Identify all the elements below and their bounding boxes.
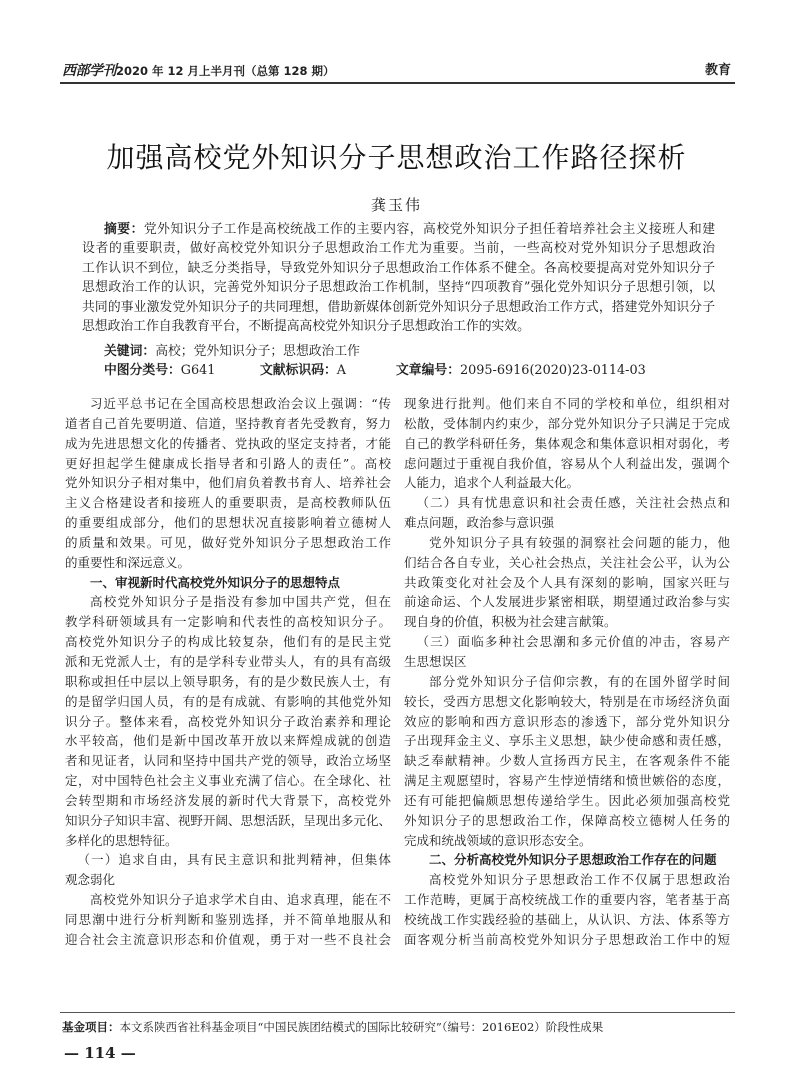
text-line: 高校党外知识分子是指没有参加中国共产党，但在 bbox=[90, 594, 391, 610]
text-line: 水平较高，他们是新中国改革开放以来辉煌成就的创造 bbox=[65, 733, 391, 749]
subsection-heading bbox=[404, 632, 730, 672]
text-line: 生思想误区 bbox=[404, 653, 467, 669]
paragraph bbox=[404, 533, 730, 632]
paragraph bbox=[404, 870, 730, 949]
text-line: 面客观分析当前高校党外知识分子思想政治工作中的短 bbox=[404, 931, 730, 947]
text-line: 缺乏奉献精神。少数人宣扬西方民主，在客观条件不能 bbox=[404, 753, 730, 769]
text-line: 虑问题过于重视自我价值，容易从个人利益出发，强调个 bbox=[404, 455, 730, 471]
text-line: 道者自己首先要明道、信道，坚持教育者先受教育，努力 bbox=[65, 415, 391, 431]
article-title: 加强高校党外知识分子思想政治工作路径探析 bbox=[106, 141, 687, 174]
text-line: 习近平总书记在全国高校思想政治会议上强调：“传 bbox=[90, 396, 391, 411]
text-line: 主义合格建设者和接班人的重要职责，是高校教师队伍 bbox=[65, 495, 391, 511]
classification-info bbox=[0, 361, 793, 380]
text-line: 前途命运、个人发展进步紧密相联，期望通过政治参与实 bbox=[404, 594, 730, 610]
clc-value: G641 bbox=[180, 363, 216, 378]
text-line: 自己的教学科研任务，集体观念和集体意识相对弱化，考 bbox=[404, 435, 730, 451]
body-column-right bbox=[404, 394, 730, 950]
paragraph bbox=[65, 592, 391, 850]
article-value: 2095-6916(2020)23-0114-03 bbox=[459, 363, 646, 378]
text-line: 党外知识分子具有较强的洞察社会问题的能力，他 bbox=[429, 534, 730, 550]
abstract-text: 党外知识分子工作是高校统战工作的主要内容，高校党外知识分子担任着培养社会主义接班人和建 bbox=[143, 222, 716, 237]
abstract bbox=[82, 220, 715, 336]
text-line: 者和见证者，认同和坚持中国共产党的领导，政治立场坚 bbox=[65, 753, 391, 769]
text-line: 子出现拜金主义、享乐主义思想，缺少使命感和责任感， bbox=[404, 733, 730, 749]
document-code bbox=[260, 361, 346, 380]
text-line: 部分党外知识分子信仰宗教，有的在国外留学时间 bbox=[429, 673, 730, 689]
abstract-line: 设者的重要职责，做好高校党外知识分子思想政治工作尤为重要。当前，一些高校对党外知识分子思想政治 bbox=[82, 241, 715, 257]
footnote-label: 基金项目： bbox=[62, 1020, 120, 1034]
text-line: 高校党外知识分子思想政治工作不仅属于思想政治 bbox=[429, 872, 730, 888]
text-line: 现象进行批判。他们来自不同的学校和单位，组织相对 bbox=[404, 396, 730, 411]
section-label: 教育 bbox=[704, 63, 731, 78]
abstract-line: 思想政治工作的认识，完善党外知识分子思想政治工作机制，坚持“四项教育”强化党外知识分子思想引领，以 bbox=[82, 280, 715, 296]
paragraph bbox=[404, 672, 730, 851]
text-line: 们结合各自专业，关心社会热点，关注社会公平，认为公 bbox=[404, 554, 730, 570]
text-line: 观念弱化 bbox=[65, 872, 116, 888]
text-line: 高校党外知识分子的构成比较复杂，他们有的是民主党 bbox=[65, 634, 391, 650]
text-line: 的重要性和深远意义。 bbox=[65, 554, 191, 570]
body-column-left bbox=[65, 394, 391, 950]
author: 龚玉伟 bbox=[370, 196, 422, 214]
keywords bbox=[104, 342, 360, 361]
text-line: 效应的影响和西方意识形态的渗透下，部分党外知识分 bbox=[404, 713, 730, 729]
footnote-rule bbox=[60, 1012, 735, 1013]
text-line: 迎合社会主流意识形态和价值观，勇于对一些不良社会 bbox=[65, 931, 391, 947]
text-line: 工作范畴，更属于高校统战工作的重要内容，笔者基于高 bbox=[404, 892, 730, 908]
text-line: （二）具有忧患意识和社会责任感，关注社会热点和 bbox=[416, 495, 730, 511]
keywords-text: 高校；党外知识分子；思想政治工作 bbox=[155, 344, 360, 359]
paragraph bbox=[65, 394, 391, 573]
abstract-line bbox=[82, 220, 715, 239]
text-line: 较长，受西方思想文化影响较大，特别是在市场经济负面 bbox=[404, 693, 730, 709]
section-heading bbox=[65, 573, 391, 593]
text-line: 人能力，追求个人利益最大化。 bbox=[404, 475, 580, 491]
footnote-text: 本文系陕西省社科基金项目“中国民族团结模式的国际比较研究”（编号：2016E02）阶段性成果 bbox=[119, 1020, 604, 1034]
abstract-line: 工作认识不到位，缺乏分类指导，导致党外知识分子思想政治工作体系不健全。各高校要提高对党外知识分子 bbox=[82, 260, 715, 276]
text-line: 定，对中国特色社会主义事业充满了信心。在全球化、社 bbox=[65, 773, 391, 789]
text-line: 外知识分子的思想政治工作，保障高校立德树人任务的 bbox=[404, 812, 730, 828]
text-line: 二、分析高校党外知识分子思想政治工作存在的问题 bbox=[429, 852, 717, 868]
text-line: 党外知识分子相对集中，他们肩负着教书育人、培养社会 bbox=[65, 475, 391, 491]
journal-logo: 西部学刊 bbox=[62, 63, 116, 79]
running-header bbox=[62, 61, 335, 79]
text-line: 现自身的价值，积极为社会建言献策。 bbox=[404, 614, 617, 630]
article-label: 文章编号： bbox=[396, 363, 460, 378]
text-line: 职称或担任中层以上领导职务，有的是少数民族人士，有 bbox=[65, 673, 391, 689]
text-line: 难点问题，政治参与意识强 bbox=[404, 515, 555, 531]
clc-label: 中图分类号： bbox=[104, 363, 181, 378]
issue-info: 2020 年 12 月上半月刊（总第 128 期） bbox=[116, 64, 335, 78]
text-line: 完成和统战领域的意识形态安全。 bbox=[404, 832, 592, 848]
text-line: 多样化的思想特征。 bbox=[65, 832, 178, 848]
doc-label: 文献标识码： bbox=[260, 363, 337, 378]
subsection-heading bbox=[65, 850, 391, 890]
clc-number bbox=[104, 361, 215, 380]
text-line: 松散，受体制内约束少，部分党外知识分子只满足于完成 bbox=[404, 415, 730, 431]
text-line: 的质量和效果。可见，做好党外知识分子思想政治工作 bbox=[65, 534, 391, 550]
text-line: 更好担起学生健康成长指导者和引路人的责任”。高校 bbox=[65, 455, 391, 471]
abstract-line: 共同的事业激发党外知识分子的共同理想，借助新媒体创新党外知识分子思想政治工作方式，搭建党外知识分子 bbox=[82, 299, 715, 315]
text-line: 成为先进思想文化的传播者、党执政的坚定支持者，才能 bbox=[65, 435, 391, 451]
text-line: 同思潮中进行分析判断和鉴别选择，并不简单地服从和 bbox=[65, 911, 391, 927]
article-number bbox=[396, 361, 646, 380]
abstract-label: 摘要： bbox=[104, 222, 144, 237]
section-heading bbox=[404, 850, 730, 870]
text-line: 一、审视新时代高校党外知识分子的思想特点 bbox=[90, 574, 341, 590]
text-line: 会转型期和市场经济发展的新时代大背景下，高校党外 bbox=[65, 792, 391, 808]
keywords-label: 关键词： bbox=[104, 344, 156, 359]
text-line: （一）追求自由，具有民主意识和批判精神，但集体 bbox=[77, 852, 391, 868]
page-number: — 114 — bbox=[64, 1044, 136, 1062]
text-line: 高校党外知识分子追求学术自由、追求真理，能在不 bbox=[90, 892, 391, 908]
text-line: （三）面临多种社会思潮和多元价值的冲击，容易产 bbox=[416, 634, 730, 650]
text-line: 校统战工作实践经验的基础上，从认识、方法、体系等方 bbox=[404, 911, 730, 927]
text-line: 派和无党派人士，有的是学科专业带头人，有的具有高级 bbox=[65, 653, 391, 669]
footnote bbox=[62, 1018, 603, 1036]
text-line: 还有可能把偏颇思想传递给学生。因此必须加强高校党 bbox=[404, 792, 730, 808]
text-line: 的重要组成部分，他们的思想状况直接影响着立德树人 bbox=[65, 515, 391, 531]
text-line: 教学科研领域具有一定影响和代表性的高校知识分子。 bbox=[65, 614, 391, 630]
text-line: 共政策变化对社会及个人具有深刻的影响，国家兴旺与 bbox=[404, 574, 730, 590]
header-rule bbox=[60, 82, 735, 84]
text-line: 满足主观愿望时，容易产生悖逆情绪和愤世嫉俗的态度， bbox=[404, 773, 730, 789]
subsection-heading bbox=[404, 493, 730, 533]
abstract-line: 思想政治工作自我教育平台，不断提高高校党外知识分子思想政治工作的实效。 bbox=[82, 318, 530, 334]
paragraph bbox=[404, 394, 730, 493]
text-line: 识分子。整体来看，高校党外知识分子政治素养和理论 bbox=[65, 713, 391, 729]
paragraph bbox=[65, 890, 391, 950]
doc-value: A bbox=[336, 363, 347, 378]
text-line: 的是留学归国人员，有的是有成就、有影响的其他党外知 bbox=[65, 693, 391, 709]
text-line: 知识分子知识丰富、视野开阔、思想活跃，呈现出多元化、 bbox=[65, 812, 391, 828]
